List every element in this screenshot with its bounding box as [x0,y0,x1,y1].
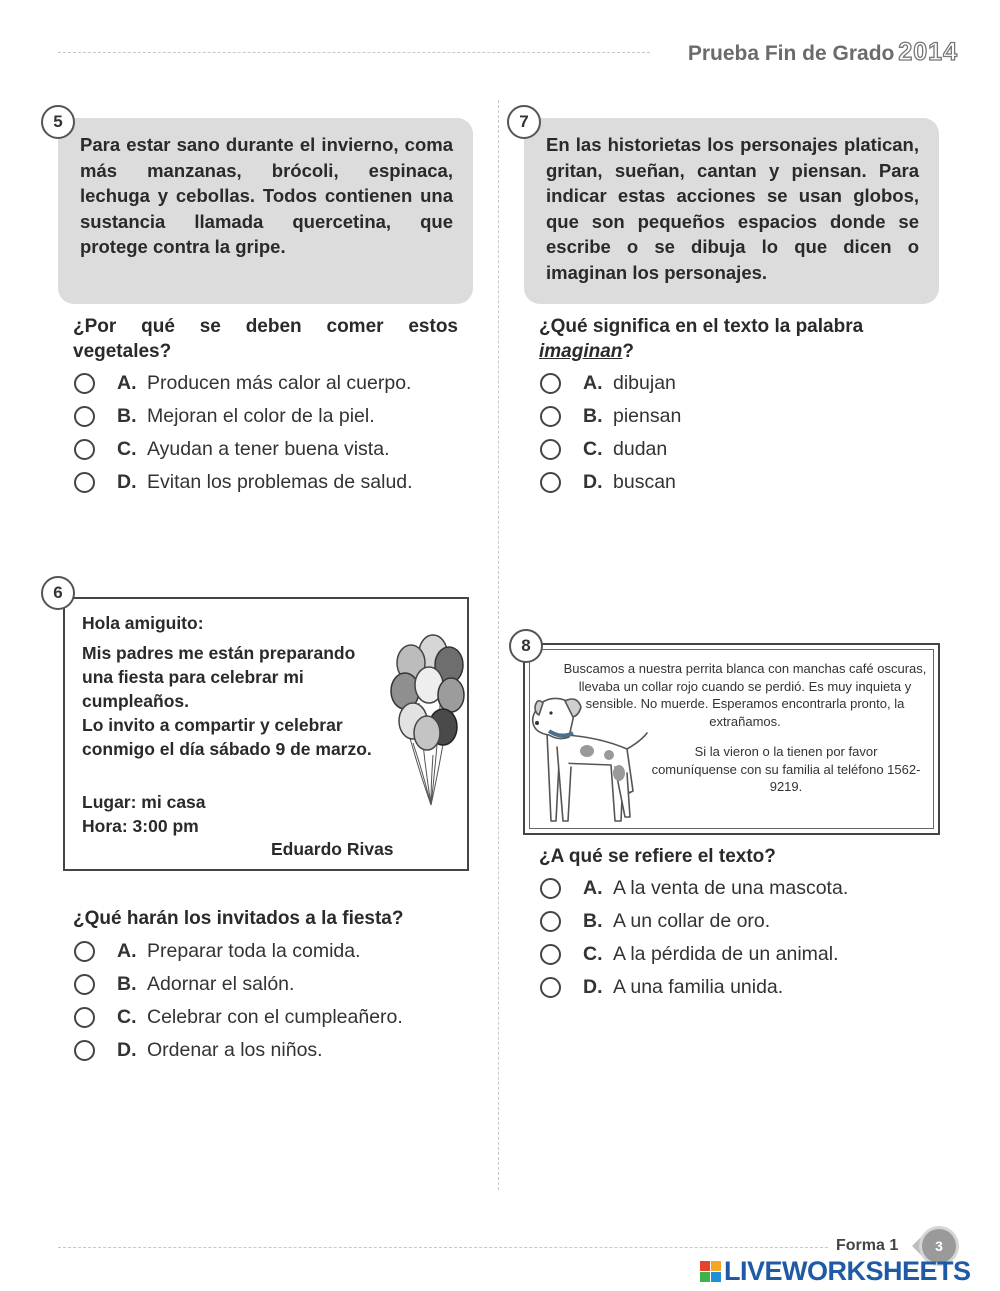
q5-option-b[interactable]: B. Mejoran el color de la piel. [74,400,413,433]
question-number-6: 6 [41,576,75,610]
q6-option-b[interactable]: B. Adornar el salón. [74,968,403,1001]
q6-option-c[interactable]: C. Celebrar con el cumpleañero. [74,1001,403,1034]
radio-button[interactable] [74,439,95,460]
q5-options [74,367,413,499]
page-number: 3 [922,1229,956,1263]
q8-options [540,872,848,1004]
header-year: 2014 [898,38,958,66]
question-number-7: 7 [507,105,541,139]
q8-question: ¿A qué se refiere el texto? [539,846,776,867]
q8-option-a[interactable]: A. A la venta de una mascota. [540,872,848,905]
ad-contact: Si la vieron o la tienen por favor comuníquense con su familia al teléfono 1562-9219. [651,744,921,794]
radio-button[interactable] [540,911,561,932]
q7-option-c[interactable]: C. dudan [540,433,681,466]
header-divider [58,52,650,53]
radio-button[interactable] [74,1007,95,1028]
q7-keyword: imaginan [539,341,623,362]
q7-question: ¿Qué significa en el texto la palabra imaginan? [539,316,864,362]
invitation-body-1: Mis padres me están preparando una fiesta para celebrar mi cumpleaños. [82,643,356,711]
radio-button[interactable] [74,1040,95,1061]
radio-button[interactable] [74,406,95,427]
q5-passage: Para estar sano durante el invierno, coma más manzanas, brócoli, espinaca, lechuga y cebollas. Todos contienen una sustancia llamada quercetina, que protege contra la gripe. [58,118,473,304]
invitation-body-2: Lo invito a compartir y celebrar conmigo el día sábado 9 de marzo. [82,715,372,759]
q7-option-d[interactable]: D. buscan [540,466,681,499]
q8-option-c[interactable]: C. A la pérdida de un animal. [540,938,848,971]
q6-question: ¿Qué harán los invitados a la fiesta? [73,908,404,929]
q7-option-a[interactable]: A. dibujan [540,367,681,400]
radio-button[interactable] [540,373,561,394]
radio-button[interactable] [540,977,561,998]
balloons-icon [383,633,467,813]
form-label: Forma 1 [836,1237,899,1254]
dog-icon [529,693,649,829]
radio-button[interactable] [74,974,95,995]
q5-option-a[interactable]: A. Producen más calor al cuerpo. [74,367,413,400]
invitation-place: Lugar: mi casa [82,792,206,812]
radio-button[interactable] [74,941,95,962]
radio-button[interactable] [74,472,95,493]
question-number-8: 8 [509,629,543,663]
logo-text: LIVEWORKSHEETS [724,1256,971,1286]
column-divider [498,100,499,1190]
page-tab-arrow [912,1236,922,1256]
q5-option-c[interactable]: C. Ayudan a tener buena vista. [74,433,413,466]
liveworksheets-logo[interactable] [700,1256,971,1287]
logo-mark-icon [700,1261,721,1282]
q6-option-d[interactable]: D. Ordenar a los niños. [74,1034,403,1067]
q7-option-b[interactable]: B. piensan [540,400,681,433]
ad-text: Buscamos a nuestra perrita blanca con manchas café oscuras, llevaba un collar rojo cuando se perdió. Es muy inquieta y sensible. No muerde. Esperamos encontrarla pronto, la extrañamos. [563,661,927,729]
radio-button[interactable] [540,472,561,493]
q6-options [74,935,403,1067]
radio-button[interactable] [540,406,561,427]
radio-button[interactable] [540,944,561,965]
q8-option-b[interactable]: B. A un collar de oro. [540,905,848,938]
q8-option-d[interactable]: D. A una familia unida. [540,971,848,1004]
radio-button[interactable] [74,373,95,394]
q6-option-a[interactable]: A. Preparar toda la comida. [74,935,403,968]
invitation-greeting: Hola amiguito: [82,613,204,633]
q5-question: ¿Por qué se deben comer estos vegetales? [73,316,458,362]
invitation-signature: Eduardo Rivas [271,839,394,859]
question-number-5: 5 [41,105,75,139]
q7-options [540,367,681,499]
radio-button[interactable] [540,439,561,460]
footer-divider [58,1247,828,1248]
radio-button[interactable] [540,878,561,899]
q8-lost-dog-ad [523,643,940,835]
q6-invitation-card [63,597,469,871]
q7-passage: En las historietas los personajes platican, gritan, sueñan, cantan y piensan. Para indicar estas acciones se usan globos, que son pequeños espacios donde se escribe o se dibuja lo que dicen o imaginan los personajes. [524,118,939,304]
q5-option-d[interactable]: D. Evitan los problemas de salud. [74,466,413,499]
invitation-time: Hora: 3:00 pm [82,816,199,836]
page-header-title: Prueba Fin de Grado 2014 [687,38,958,66]
